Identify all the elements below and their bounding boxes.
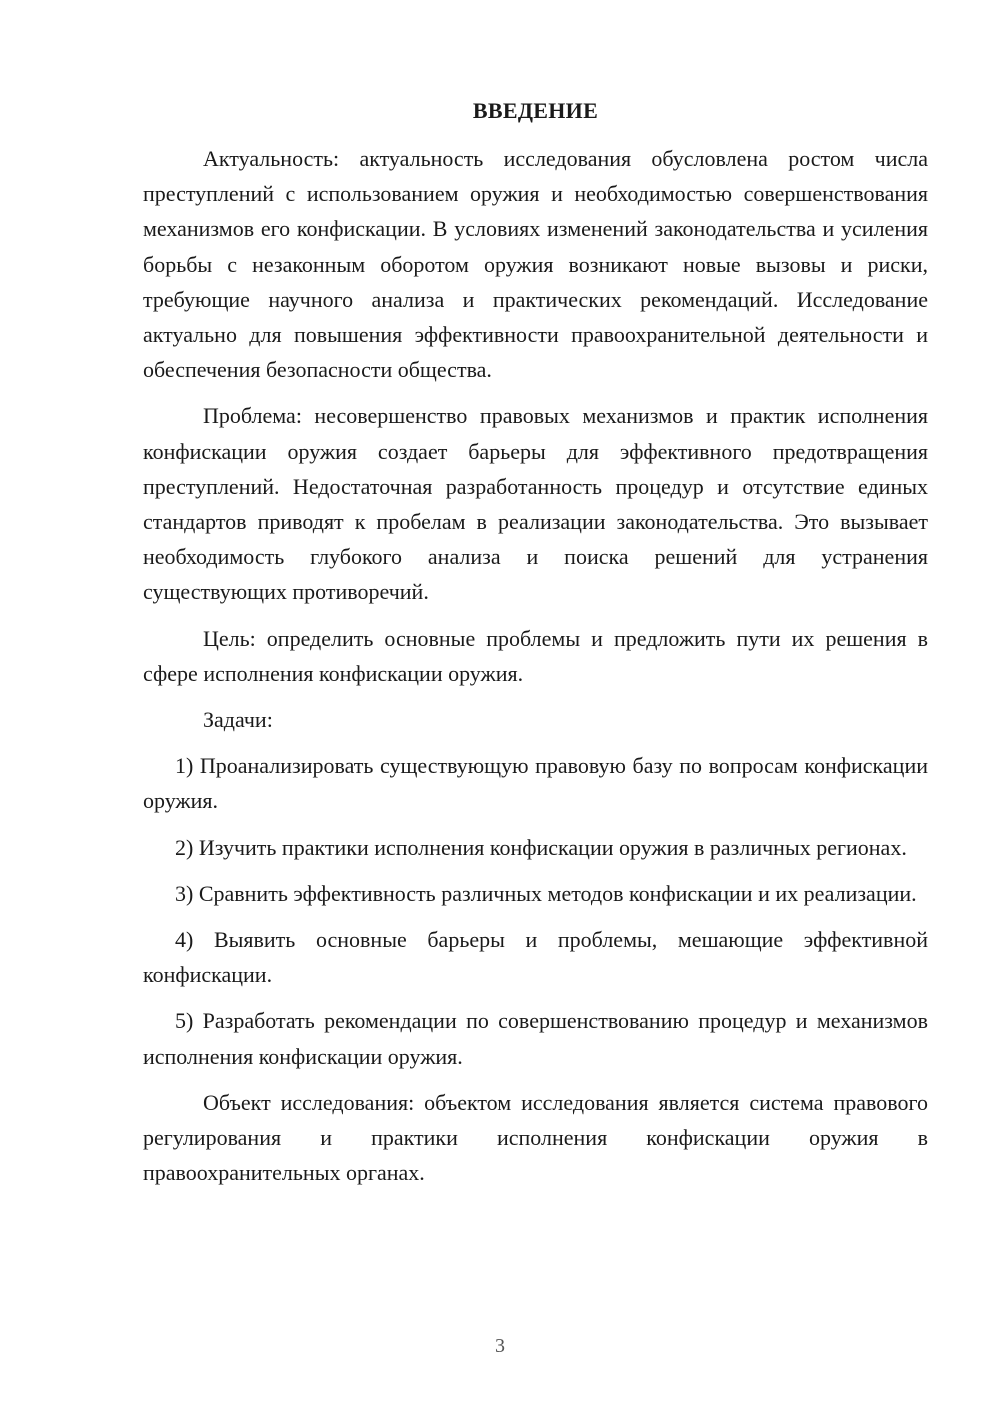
paragraph-problem: Проблема: несовершенство правовых механизмов и практик исполнения конфискации оружия создает барьеры для эффективного предотвращения преступлений. Недостаточная разработанность процедур и отсутствие единых стандартов приводят к пробелам в реализации законодательства. Это вызывает необходимость глубокого анализа и поиска решений для устранения существующих противоречий. xyxy=(143,403,928,605)
task-item-1: 1) Проанализировать существующую правовую базу по вопросам конфискации оружия. xyxy=(143,753,928,814)
paragraph-tasks-label: Задачи: xyxy=(203,707,273,733)
page-number: 3 xyxy=(495,1335,505,1357)
document-page xyxy=(143,94,928,1190)
section-heading: ВВЕДЕНИЕ xyxy=(472,98,599,123)
task-item-5: 5) Разработать рекомендации по совершенствованию процедур и механизмов исполнения конфискации оружия. xyxy=(143,1008,928,1069)
task-item-2: 2) Изучить практики исполнения конфискации оружия в различных регионах. xyxy=(175,834,907,860)
task-item-4: 4) Выявить основные барьеры и проблемы, мешающие эффективной конфискации. xyxy=(143,927,928,988)
paragraph-goal: Цель: определить основные проблемы и предложить пути их решения в сфере исполнения конфискации оружия. xyxy=(143,625,928,686)
task-item-3: 3) Сравнить эффективность различных методов конфискации и их реализации. xyxy=(175,880,917,906)
paragraph-relevance: Актуальность: актуальность исследования обусловлена ростом числа преступлений с использованием оружия и необходимостью совершенствования механизмов его конфискации. В условиях изменений законодательства и усиления борьбы с незаконным оборотом оружия возникают новые вызовы и риски, требующие научного анализа и практических рекомендаций. Исследование актуально для повышения эффективности правоохранительной деятельности и обеспечения безопасности общества. xyxy=(143,146,928,383)
paragraph-object: Объект исследования: объектом исследования является система правового регулирования и практики исполнения конфискации оружия в правоохранительных органах. xyxy=(143,1089,928,1186)
